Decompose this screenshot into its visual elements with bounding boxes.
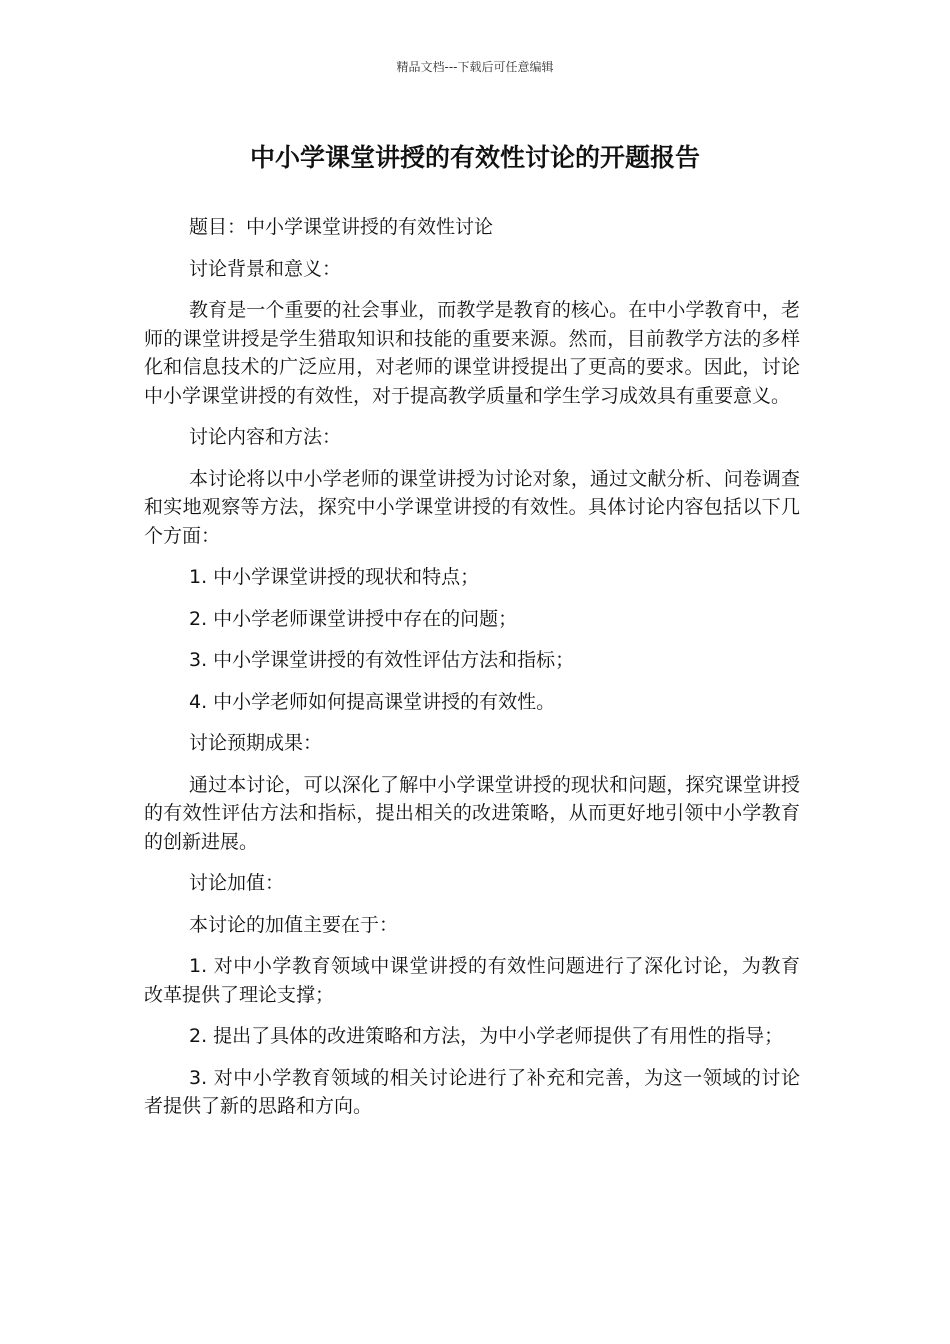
heading-value: 讨论加值： [189,872,285,894]
heading-expected-results: 讨论预期成果： [189,732,323,754]
paragraph-background: 教育是一个重要的社会事业，而教学是教育的核心。在中小学教育中，老师的课堂讲授是学生猎取知识和技能的重要来源。然而，目前教学方法的多样化和信息技术的广泛应用，对老师的课堂讲授提出了更高的要求。因此，讨论中小学课堂讲授的有效性，对于提高教学质量和学生学习成效具有重要意义。 [144,299,800,407]
list-item: 2. 提出了具体的改进策略和方法，为中小学老师提供了有用性的指导； [189,1025,784,1047]
paragraph-value-intro: 本讨论的加值主要在于： [189,913,399,936]
document-body [144,213,800,1134]
list-item: 3. 对中小学教育领域的相关讨论进行了补充和完善，为这一领域的讨论者提供了新的思路和方向。 [144,1066,800,1117]
header-note: 精品文档---下载后可任意编辑 [396,60,554,74]
list-item: 1. 对中小学教育领域中课堂讲授的有效性问题进行了深化讨论，为教育改革提供了理论支撑； [144,955,800,1006]
paragraph-content-method: 本讨论将以中小学老师的课堂讲授为讨论对象，通过文献分析、问卷调查和实地观察等方法，探究中小学课堂讲授的有效性。具体讨论内容包括以下几个方面： [144,467,800,547]
heading-content-method: 讨论内容和方法： [189,426,342,448]
paragraph-expected-results: 通过本讨论，可以深化了解中小学课堂讲授的现状和问题，探究课堂讲授的有效性评估方法和指标，提出相关的改进策略，从而更好地引领中小学教育的创新进展。 [144,773,800,853]
list-item: 4. 中小学老师如何提高课堂讲授的有效性。 [189,690,556,713]
list-item: 3. 中小学课堂讲授的有效性评估方法和指标； [189,649,575,671]
list-item: 2. 中小学老师课堂讲授中存在的问题； [189,607,518,630]
document-title: 中小学课堂讲授的有效性讨论的开题报告 [249,143,700,172]
heading-background: 讨论背景和意义： [189,257,342,280]
paragraph-topic: 题目：中小学课堂讲授的有效性讨论 [189,216,494,238]
list-item: 1. 中小学课堂讲授的现状和特点； [189,566,480,588]
